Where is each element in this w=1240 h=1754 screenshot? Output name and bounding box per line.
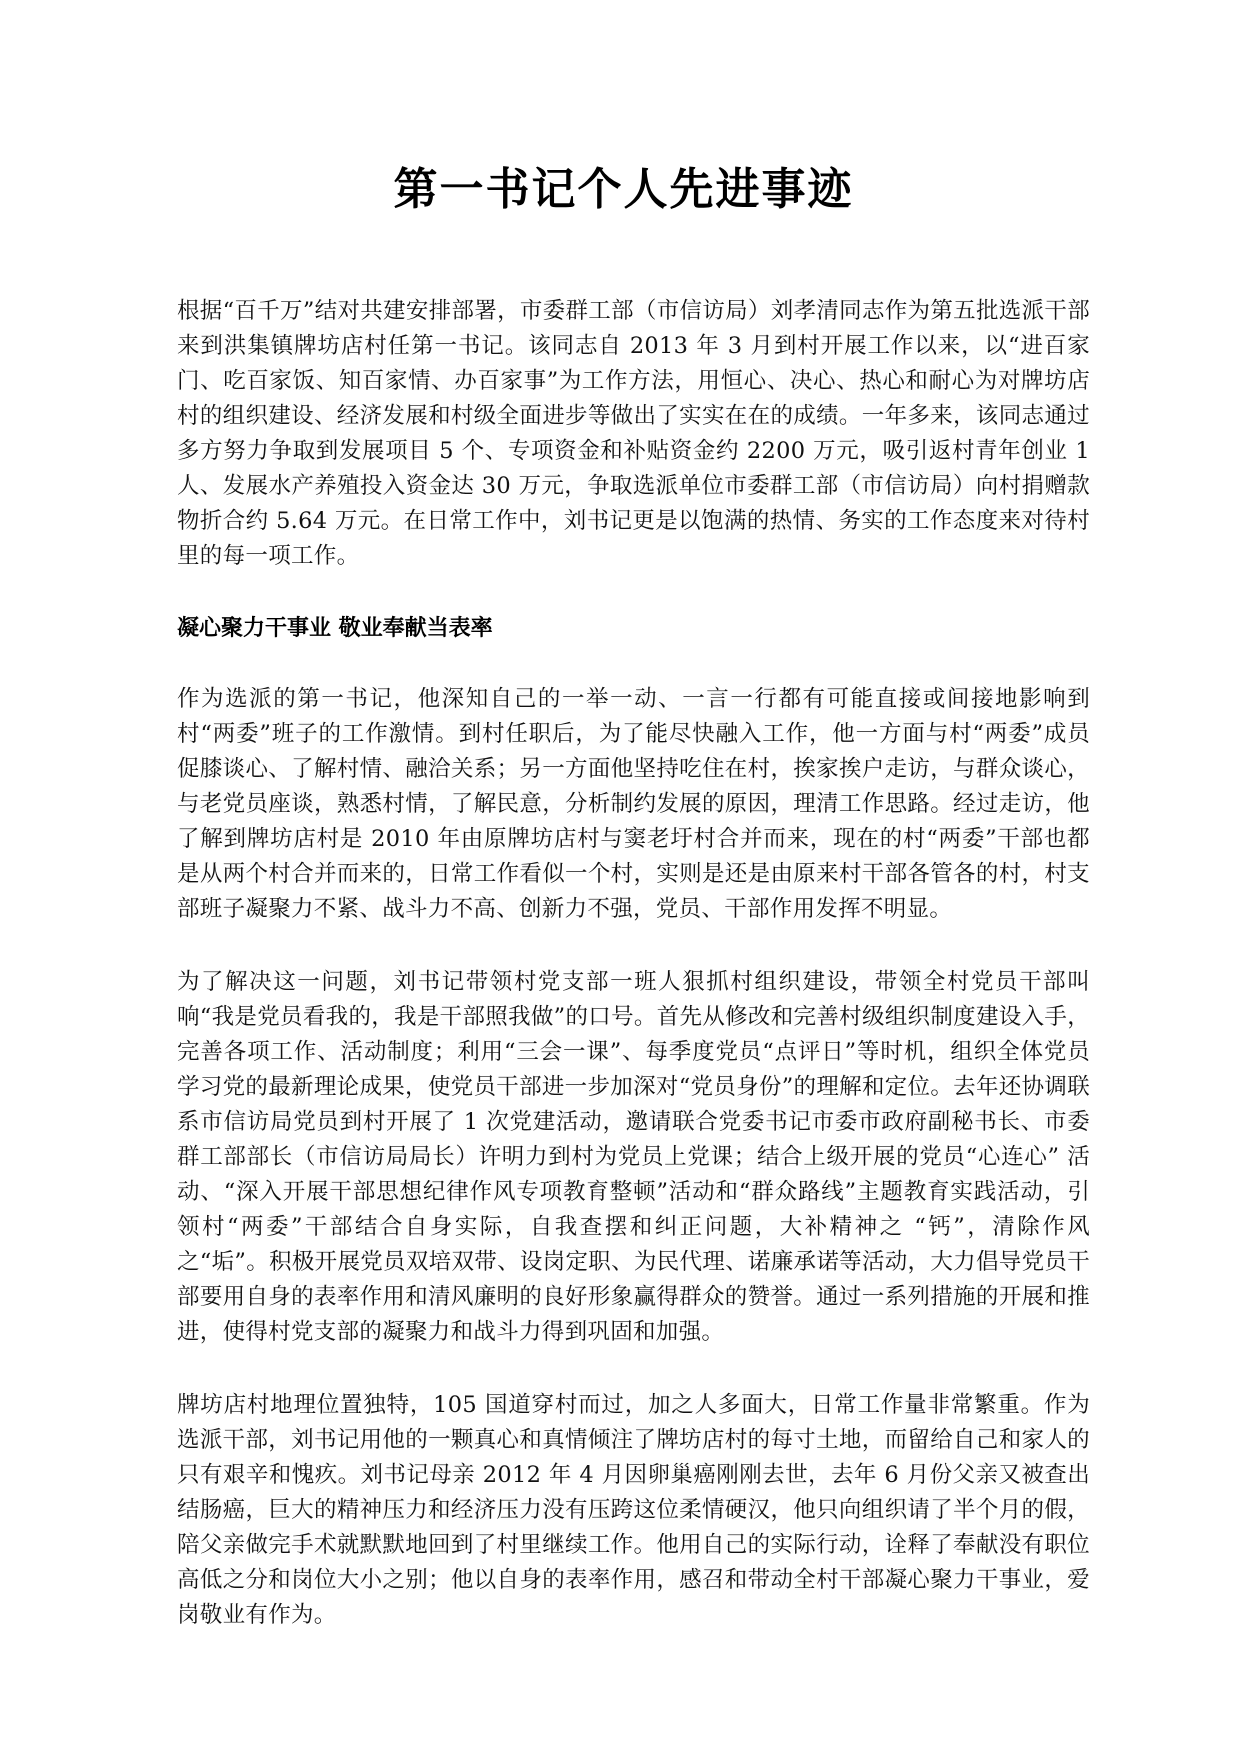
section-heading: 凝心聚力干事业 敬业奉献当表率 <box>177 616 493 641</box>
body-paragraph-2: 为了解决这一问题，刘书记带领村党支部一班人狠抓村组织建设，带领全村党员干部叫响“我是党员看我的，我是干部照我做”的口号。首先从修改和完善村级组织制度建设入手，完善各项工作、活动制度；利用“三会一课”、每季度党员“点评日”等时机，组织全体党员学习党的最新理论成果，使党员干部进一步加深对“党员身份”的理解和定位。去年还协调联系市信访局党员到村开展了 1 次党建活动，邀请联合党委书记市委市政府副秘书长、市委群工部部长（市信访局局长）许明力到村为党员上党课；结合上级开展的党员“心连心” 活动、“深入开展干部思想纪律作风专项教育整顿”活动和“群众路线”主题教育实践活动，引领村“两委”干部结合自身实际，自我查摆和纠正问题，大补精神之 “钙”，清除作风之“垢”。积极开展党员双培双带、设岗定职、为民代理、诺廉承诺等活动，大力倡导党员干部要用自身的表率作用和清风廉明的良好形象赢得群众的赞誉。通过一系列措施的开展和推进，使得村党支部的凝聚力和战斗力得到巩固和加强。 <box>177 969 1090 1345</box>
body-paragraph-1: 作为选派的第一书记，他深知自己的一举一动、一言一行都有可能直接或间接地影响到村“两委”班子的工作激情。到村任职后，为了能尽快融入工作，他一方面与村“两委”成员促膝谈心、了解村情、融洽关系；另一方面他坚持吃住在村，挨家挨户走访，与群众谈心，与老党员座谈，熟悉村情，了解民意，分析制约发展的原因，理清工作思路。经过走访，他了解到牌坊店村是 2010 年由原牌坊店村与窦老圩村合并而来，现在的村“两委”干部也都是从两个村合并而来的，日常工作看似一个村，实则是还是由原来村干部各管各的村，村支部班子凝聚力不紧、战斗力不高、创新力不强，党员、干部作用发挥不明显。 <box>177 686 1090 922</box>
intro-paragraph: 根据“百千万”结对共建安排部署，市委群工部（市信访局）刘孝清同志作为第五批选派干部来到洪集镇牌坊店村任第一书记。该同志自 2013 年 3 月到村开展工作以来，以“进百家门、吃百家饭、知百家情、办百家事”为工作方法，用恒心、决心、热心和耐心为对牌坊店村的组织建设、经济发展和村级全面进步等做出了实实在在的成绩。一年多来，该同志通过多方努力争取到发展项目 5 个、专项资金和补贴资金约 2200 万元，吸引返村青年创业 1 人、发展水产养殖投入资金达 30 万元，争取选派单位市委群工部（市信访局）向村捐赠款物折合约 5.64 万元。在日常工作中，刘书记更是以饱满的热情、务实的工作态度来对待村里的每一项工作。 <box>177 298 1090 569</box>
page-title: 第一书记个人先进事迹 <box>393 164 854 215</box>
body-paragraph-3: 牌坊店村地理位置独特，105 国道穿村而过，加之人多面大，日常工作量非常繁重。作为选派干部，刘书记用他的一颗真心和真情倾注了牌坊店村的每寸土地，而留给自己和家人的只有艰辛和愧疚。刘书记母亲 2012 年 4 月因卵巢癌刚刚去世，去年 6 月份父亲又被查出结肠癌，巨大的精神压力和经济压力没有压跨这位柔情硬汉，他只向组织请了半个月的假，陪父亲做完手术就默默地回到了村里继续工作。他用自己的实际行动，诠释了奉献没有职位高低之分和岗位大小之别；他以自身的表率作用，感召和带动全村干部凝心聚力干事业，爱岗敬业有作为。 <box>177 1392 1090 1628</box>
